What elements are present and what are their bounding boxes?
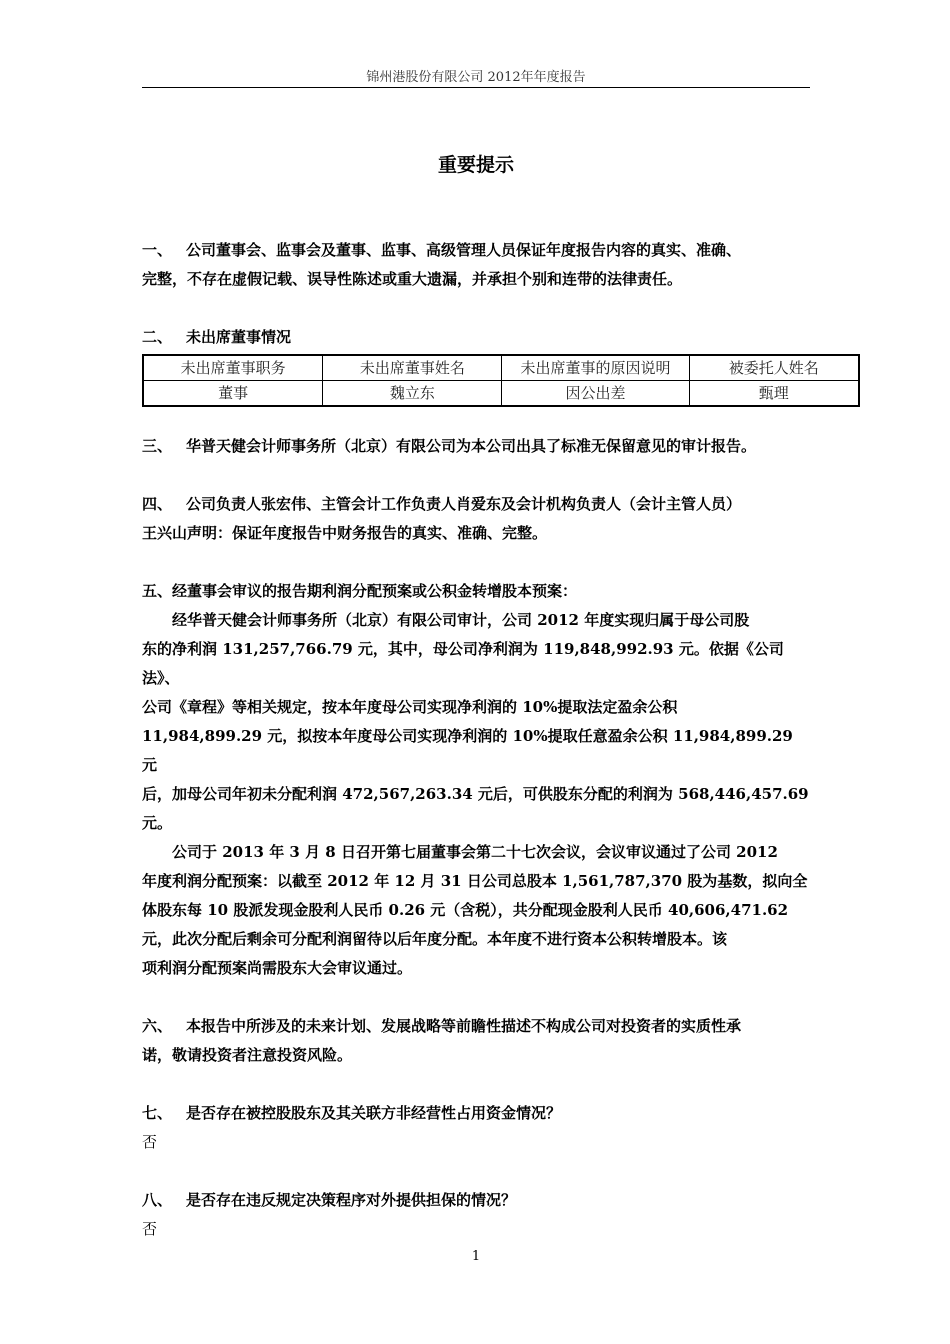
section-text: 是否存在被控股股东及其关联方非经营性占用资金情况？: [186, 1104, 562, 1122]
table-header-cell: 被委托人姓名: [689, 355, 859, 381]
section-5-line: 经华普天健会计师事务所（北京）有限公司审计，公司 2012 年度实现归属于母公司股: [172, 611, 750, 629]
section-8: [142, 1186, 810, 1215]
section-4-continuation: 王兴山声明：保证年度报告中财务报告的真实、准确、完整。: [142, 524, 548, 542]
section-number: 二、: [142, 328, 173, 346]
page-header: 锦州港股份有限公司 2012年年度报告: [366, 70, 586, 85]
section-6-continuation: 诺，敬请投资者注意投资风险。: [142, 1046, 353, 1064]
section-number: 一、: [142, 241, 173, 259]
absent-directors-table: [142, 354, 860, 407]
table-cell: 魏立东: [323, 381, 502, 407]
table-header-cell: 未出席董事姓名: [323, 355, 502, 381]
section-number: 八、: [142, 1191, 173, 1209]
section-5-line: 元，此次分配后剩余可分配利润留待以后年度分配。本年度不进行资本公积转增股本。该: [142, 930, 728, 948]
section-6: [142, 1012, 810, 1041]
header-rule: [142, 87, 810, 88]
table-cell: 因公出差: [502, 381, 689, 407]
section-5-line: 公司于 2013 年 3 月 8 日召开第七届董事会第二十七次会议，会议审议通过了公司 2012: [172, 843, 778, 861]
section-text: 本报告中所涉及的未来计划、发展战略等前瞻性描述不构成公司对投资者的实质性承: [186, 1017, 742, 1035]
table-cell: 甄理: [689, 381, 859, 407]
table-row: [143, 381, 859, 407]
section-text: 华普天健会计师事务所（北京）有限公司为本公司出具了标准无保留意见的审计报告。: [186, 437, 757, 455]
section-text: 未出席董事情况: [186, 328, 292, 346]
document-body: [142, 236, 819, 1244]
section-number: 六、: [142, 1017, 173, 1035]
table-header-cell: 未出席董事的原因说明: [502, 355, 689, 381]
section-text: 是否存在违反规定决策程序对外提供担保的情况？: [186, 1191, 517, 1209]
section-text: 公司董事会、监事会及董事、监事、高级管理人员保证年度报告内容的真实、准确、: [186, 241, 742, 259]
table-cell: 董事: [143, 381, 323, 407]
section-1: [142, 236, 810, 265]
section-8-answer: 否: [142, 1220, 158, 1238]
section-number: 七、: [142, 1104, 173, 1122]
section-4: [142, 490, 810, 519]
section-number: 三、: [142, 437, 173, 455]
section-5-line: 项利润分配预案尚需股东大会审议通过。: [142, 959, 413, 977]
section-7-answer: 否: [142, 1133, 158, 1151]
section-7: [142, 1099, 810, 1128]
page-number: 1: [471, 1249, 481, 1264]
section-5-line: 元。: [142, 814, 173, 832]
section-5-line: 公司《章程》等相关规定，按本年度母公司实现净利润的 10%提取法定盈余公积: [142, 698, 678, 716]
section-5-line: 体股东每 10 股派发现金股利人民币 0.26 元（含税），共分配现金股利人民币 40,606,471.62: [142, 901, 789, 919]
section-5-line: 年度利润分配预案：以截至 2012 年 12 月 31 日公司总股本 1,561,787,370 股为基数，拟向全: [142, 872, 808, 890]
section-2: [142, 323, 810, 352]
section-3: [142, 432, 810, 461]
table-header-row: [143, 355, 859, 381]
page-title: 重要提示: [437, 154, 514, 176]
section-5-line: 后，加母公司年初未分配利润 472,567,263.34 元后，可供股东分配的利润为 568,446,457.69: [142, 785, 809, 803]
table-header-cell: 未出席董事职务: [143, 355, 323, 381]
section-5-line: 东的净利润 131,257,766.79 元，其中，母公司净利润为 119,848,992.93 元。依据《公司法》、: [142, 640, 784, 687]
section-5-heading: 五、经董事会审议的报告期利润分配预案或公积金转增股本预案：: [142, 582, 578, 600]
section-number: 四、: [142, 495, 173, 513]
section-text: 公司负责人张宏伟、主管会计工作负责人肖爱东及会计机构负责人（会计主管人员）: [186, 495, 742, 513]
section-1-continuation: 完整，不存在虚假记载、误导性陈述或重大遗漏，并承担个别和连带的法律责任。: [142, 270, 683, 288]
section-5-line: 11,984,899.29 元，拟按本年度母公司实现净利润的 10%提取任意盈余公积 11,984,899.29 元: [142, 727, 793, 774]
